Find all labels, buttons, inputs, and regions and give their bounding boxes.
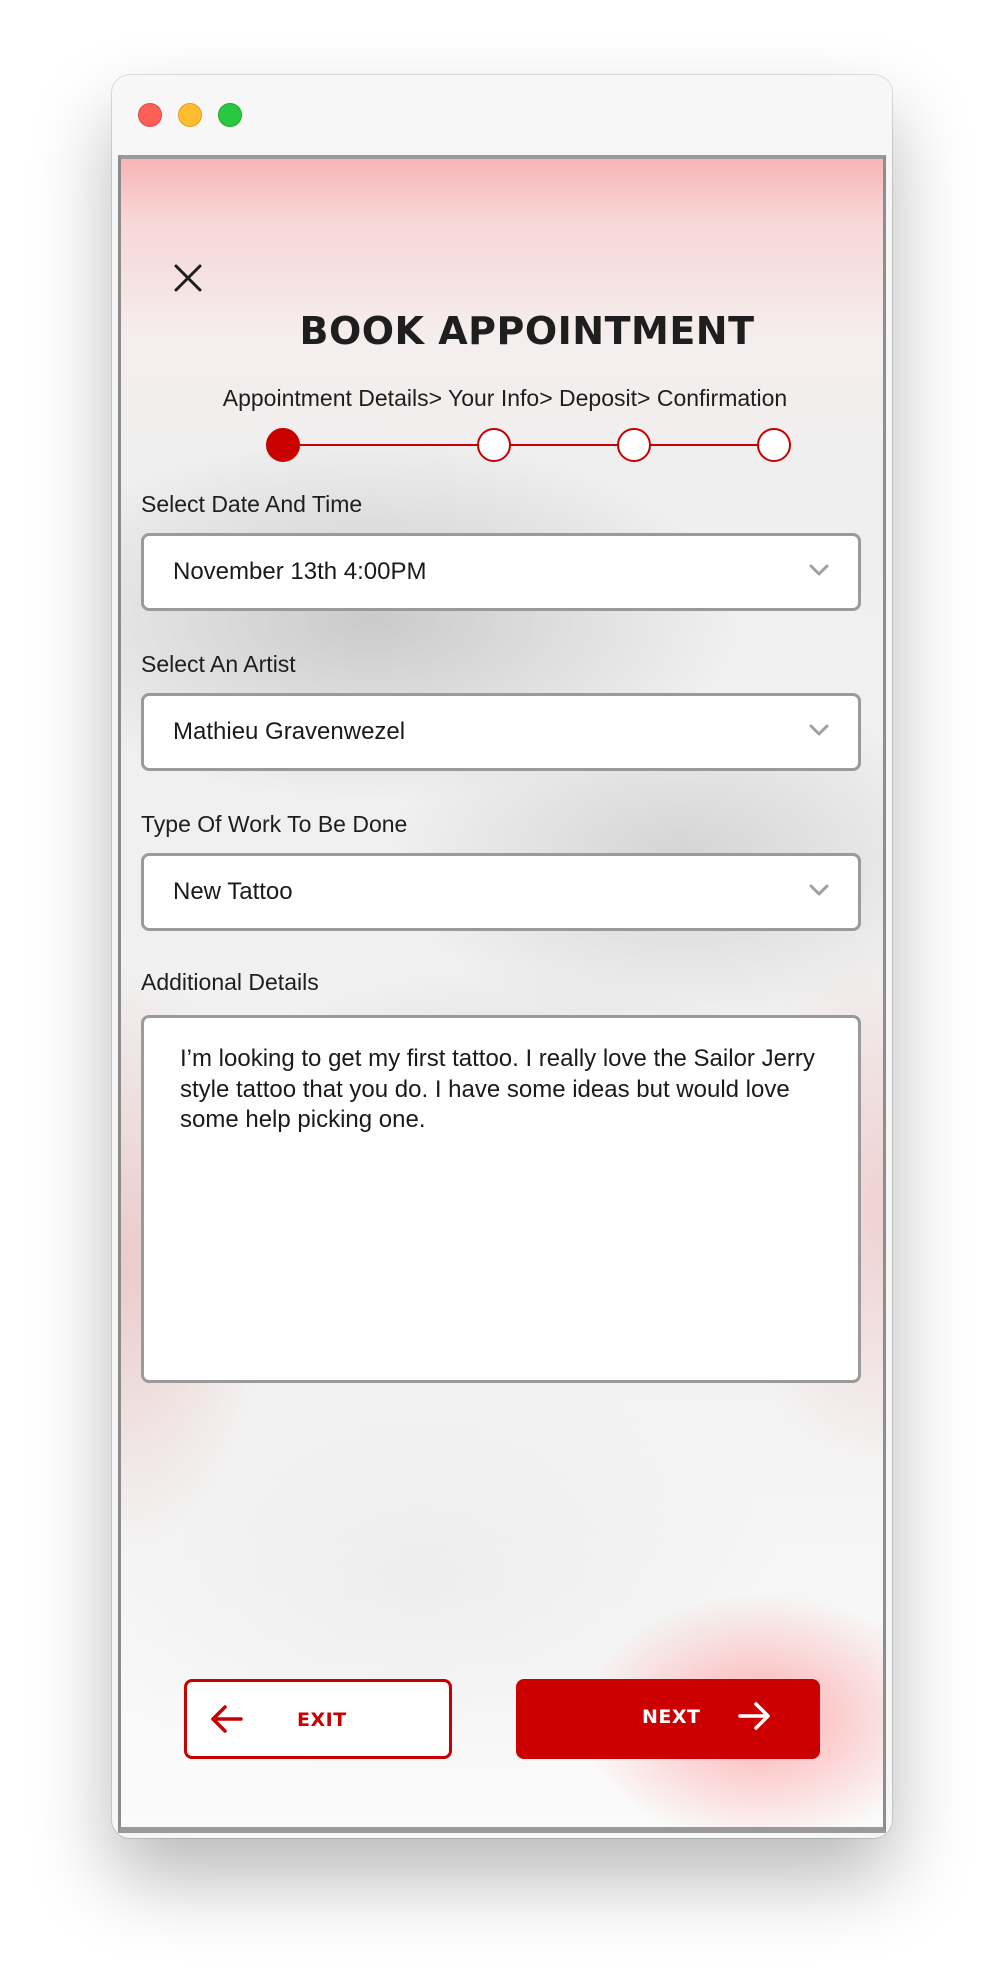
chevron-down-icon — [808, 723, 830, 737]
close-icon[interactable] — [171, 261, 205, 295]
date-time-select[interactable] — [141, 533, 861, 611]
next-button[interactable] — [516, 1679, 820, 1759]
date-time-value: November 13th 4:00PM — [173, 558, 427, 585]
work-type-select[interactable] — [141, 853, 861, 931]
app-window — [112, 75, 892, 1838]
step-deposit — [617, 428, 651, 462]
artist-select[interactable] — [141, 693, 861, 771]
artist-value: Mathieu Gravenwezel — [173, 718, 406, 745]
step-confirmation — [757, 428, 791, 462]
window-minimize-button[interactable] — [178, 103, 202, 127]
details-label: Additional Details — [141, 969, 319, 995]
progress-steps-text: Appointment Details> Your Info> Deposit> Confirmation — [222, 385, 788, 411]
window-zoom-button[interactable] — [218, 103, 242, 127]
artist-label: Select An Artist — [141, 651, 296, 677]
stepper-line — [281, 444, 771, 446]
details-textarea[interactable]: I’m looking to get my first tattoo. I really love the Sailor Jerry style tattoo that you do. I have some ideas but would love some help picking one. — [141, 1015, 861, 1383]
exit-button[interactable] — [184, 1679, 452, 1759]
work-type-value: New Tattoo — [173, 878, 293, 905]
arrow-right-icon — [736, 1701, 772, 1731]
window-titlebar — [112, 75, 892, 155]
page-title: BOOK APPOINTMENT — [299, 309, 755, 353]
progress-stepper — [261, 425, 791, 465]
next-button-label: NEXT — [642, 1706, 701, 1728]
step-appointment-details — [266, 428, 300, 462]
exit-button-label: EXIT — [297, 1709, 347, 1731]
date-time-label: Select Date And Time — [141, 491, 363, 517]
booking-screen — [118, 155, 886, 1833]
chevron-down-icon — [808, 563, 830, 577]
window-close-button[interactable] — [138, 103, 162, 127]
work-type-label: Type Of Work To Be Done — [141, 811, 408, 837]
chevron-down-icon — [808, 883, 830, 897]
arrow-left-icon — [209, 1704, 245, 1734]
step-your-info — [477, 428, 511, 462]
